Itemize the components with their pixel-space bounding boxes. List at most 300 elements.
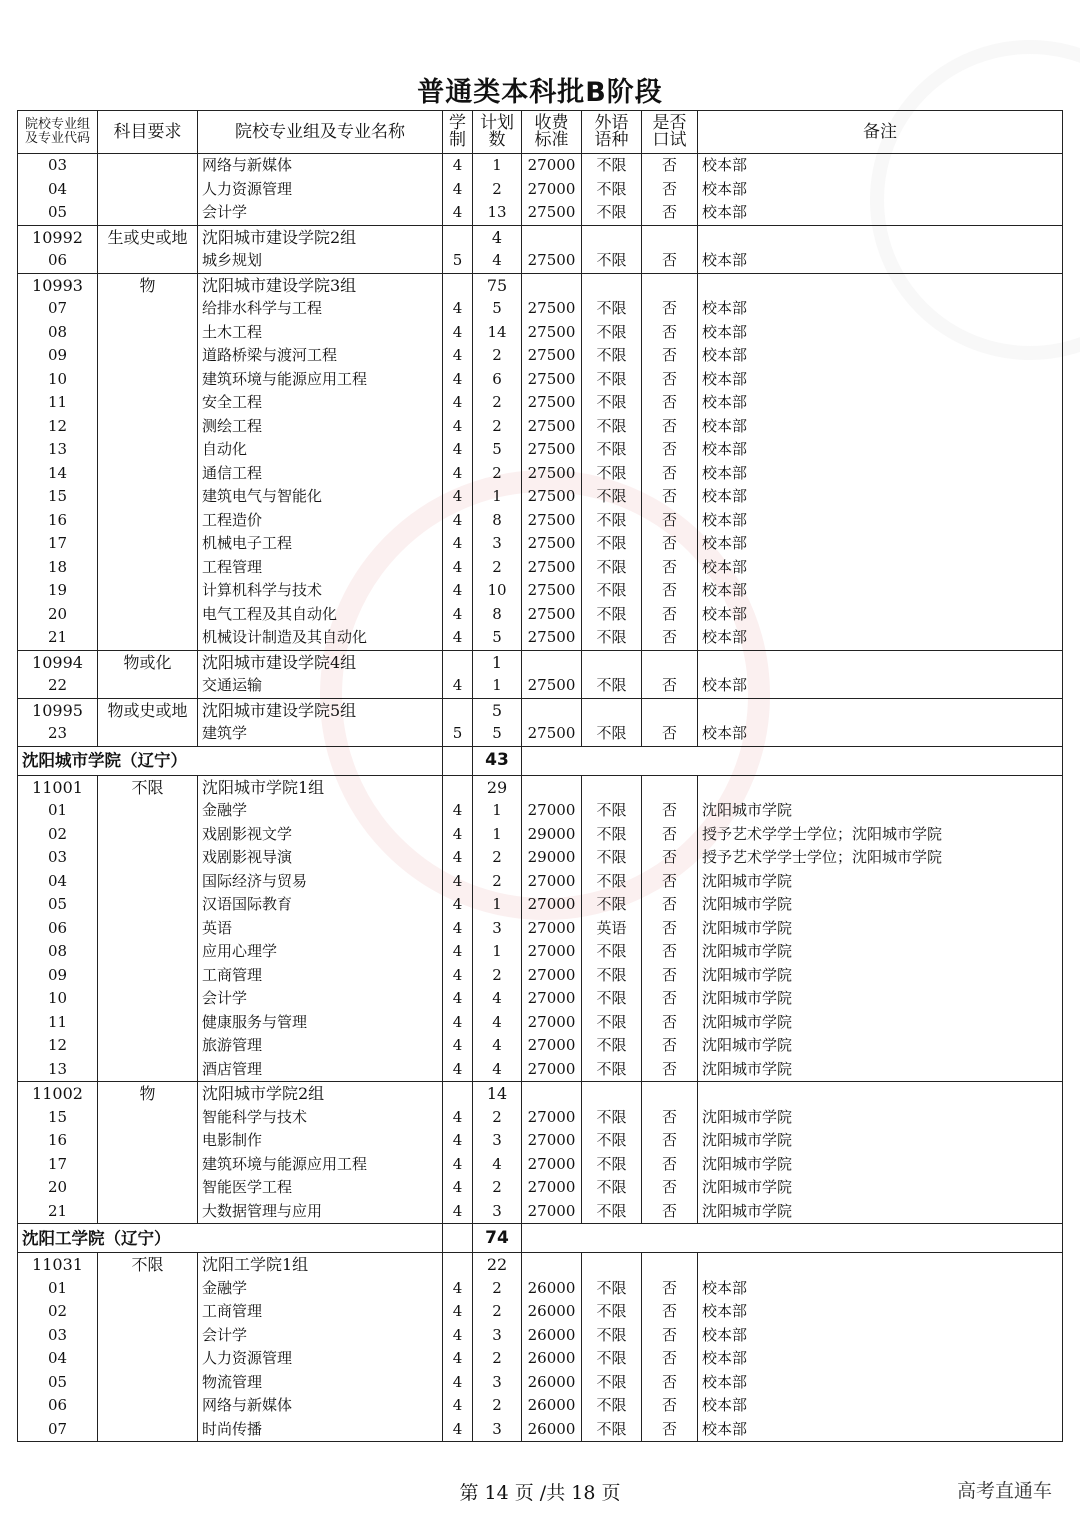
cell-fee: 27000: [522, 964, 582, 988]
cell-fee: 27000: [522, 1058, 582, 1082]
cell-code: 10: [18, 368, 98, 392]
cell-code: 13: [18, 438, 98, 462]
cell-plan-count: 1: [473, 674, 522, 698]
cell-duration: 4: [443, 1106, 473, 1130]
group-row: [18, 698, 1063, 722]
cell-fee: 27500: [522, 297, 582, 321]
cell-duration: 4: [443, 1324, 473, 1348]
cell-subject-req: [98, 297, 198, 321]
cell-oral-test: 否: [642, 1324, 698, 1348]
major-row: [18, 846, 1063, 870]
cell-duration: 4: [443, 297, 473, 321]
cell-code: 08: [18, 321, 98, 345]
cell-name: 建筑环境与能源应用工程: [198, 1153, 443, 1177]
header-code: 院校专业组 及专业代码: [18, 111, 98, 154]
cell-name: 健康服务与管理: [198, 1011, 443, 1035]
cell-name: 工程造价: [198, 509, 443, 533]
cell-code: 22: [18, 674, 98, 698]
cell-oral-test: 否: [642, 321, 698, 345]
cell-name: 沈阳城市建设学院5组: [198, 698, 443, 722]
major-row: [18, 415, 1063, 439]
cell-oral-test: 否: [642, 626, 698, 650]
cell-language: 不限: [582, 201, 642, 225]
cell-plan-count: 1: [473, 154, 522, 178]
cell-subject-req: [98, 438, 198, 462]
cell-oral-test: 否: [642, 201, 698, 225]
cell-name: 道路桥梁与渡河工程: [198, 344, 443, 368]
cell-subject-req: [98, 532, 198, 556]
cell-language: [582, 1082, 642, 1106]
cell-plan-count: 4: [473, 225, 522, 249]
cell-language: 不限: [582, 870, 642, 894]
cell-code: 01: [18, 1277, 98, 1301]
cell-fee: 27000: [522, 870, 582, 894]
cell-language: 不限: [582, 391, 642, 415]
cell-subject-req: [98, 1011, 198, 1035]
cell-subject-req: [98, 1300, 198, 1324]
cell-fee: [522, 775, 582, 799]
cell-code: 05: [18, 201, 98, 225]
cell-fee: 27000: [522, 1011, 582, 1035]
cell-oral-test: 否: [642, 485, 698, 509]
cell-fee: 27500: [522, 391, 582, 415]
cell-oral-test: 否: [642, 603, 698, 627]
cell-subject-req: [98, 368, 198, 392]
cell-subject-req: [98, 391, 198, 415]
institution-row: [18, 746, 1063, 775]
cell-code: 07: [18, 297, 98, 321]
cell-duration: [443, 746, 473, 775]
cell-language: 不限: [582, 154, 642, 178]
cell-remarks: 校本部: [698, 603, 1063, 627]
cell-remarks: 校本部: [698, 532, 1063, 556]
cell-plan-count: 2: [473, 1394, 522, 1418]
cell-subject-req: [98, 940, 198, 964]
cell-language: 不限: [582, 344, 642, 368]
cell-plan-count: 8: [473, 603, 522, 627]
cell-oral-test: 否: [642, 964, 698, 988]
cell-name: 国际经济与贸易: [198, 870, 443, 894]
cell-remarks: 沈阳城市学院: [698, 799, 1063, 823]
cell-name: 机械设计制造及其自动化: [198, 626, 443, 650]
cell-code: 12: [18, 1034, 98, 1058]
cell-oral-test: 否: [642, 556, 698, 580]
cell-subject-req: [98, 462, 198, 486]
cell-remarks: 校本部: [698, 1394, 1063, 1418]
major-row: [18, 201, 1063, 225]
cell-fee: 27500: [522, 722, 582, 746]
cell-oral-test: 否: [642, 579, 698, 603]
cell-name: 网络与新媒体: [198, 1394, 443, 1418]
cell-oral-test: 否: [642, 1418, 698, 1442]
cell-plan-count: 5: [473, 626, 522, 650]
cell-remarks: 沈阳城市学院: [698, 917, 1063, 941]
cell-language: 不限: [582, 509, 642, 533]
cell-remarks: 校本部: [698, 415, 1063, 439]
cell-plan-count: 29: [473, 775, 522, 799]
cell-language: 不限: [582, 893, 642, 917]
major-row: [18, 1106, 1063, 1130]
cell-oral-test: [642, 273, 698, 297]
cell-duration: 4: [443, 391, 473, 415]
cell-subject-req: 物: [98, 273, 198, 297]
major-row: [18, 438, 1063, 462]
cell-language: [582, 1253, 642, 1277]
cell-subject-req: 物: [98, 1082, 198, 1106]
cell-language: 不限: [582, 1277, 642, 1301]
cell-remarks: 沈阳城市学院: [698, 1153, 1063, 1177]
cell-duration: 4: [443, 1011, 473, 1035]
cell-subject-req: [98, 917, 198, 941]
cell-code: 21: [18, 626, 98, 650]
institution-plan-count: 74: [473, 1224, 522, 1253]
header-name: 院校专业组及专业名称: [198, 111, 443, 154]
cell-oral-test: 否: [642, 987, 698, 1011]
cell-oral-test: 否: [642, 509, 698, 533]
cell-fee: 27500: [522, 344, 582, 368]
major-row: [18, 1277, 1063, 1301]
cell-language: 不限: [582, 321, 642, 345]
cell-fee: [522, 650, 582, 674]
cell-oral-test: [642, 650, 698, 674]
institution-plan-count: 43: [473, 746, 522, 775]
header-duration: 学 制: [443, 111, 473, 154]
cell-code: 17: [18, 1153, 98, 1177]
cell-duration: 4: [443, 987, 473, 1011]
cell-oral-test: 否: [642, 344, 698, 368]
cell-duration: 4: [443, 799, 473, 823]
group-row: [18, 1082, 1063, 1106]
cell-duration: 4: [443, 462, 473, 486]
cell-remarks: 授予艺术学学士学位；沈阳城市学院: [698, 846, 1063, 870]
cell-language: 不限: [582, 249, 642, 273]
cell-duration: 4: [443, 870, 473, 894]
major-row: [18, 321, 1063, 345]
cell-oral-test: 否: [642, 799, 698, 823]
cell-name: 沈阳城市建设学院4组: [198, 650, 443, 674]
cell-plan-count: 4: [473, 1011, 522, 1035]
cell-language: 不限: [582, 823, 642, 847]
cell-language: [582, 650, 642, 674]
cell-language: [582, 273, 642, 297]
cell-duration: 4: [443, 368, 473, 392]
cell-name: 旅游管理: [198, 1034, 443, 1058]
cell-oral-test: 否: [642, 870, 698, 894]
cell-subject-req: [98, 1176, 198, 1200]
cell-name: 英语: [198, 917, 443, 941]
cell-remarks: 校本部: [698, 201, 1063, 225]
cell-empty: [522, 1224, 1063, 1253]
major-row: [18, 917, 1063, 941]
cell-oral-test: 否: [642, 1347, 698, 1371]
cell-subject-req: [98, 626, 198, 650]
cell-fee: 27000: [522, 940, 582, 964]
cell-remarks: 校本部: [698, 438, 1063, 462]
cell-remarks: [698, 650, 1063, 674]
cell-fee: 27000: [522, 987, 582, 1011]
cell-name: 沈阳城市学院1组: [198, 775, 443, 799]
major-row: [18, 509, 1063, 533]
cell-duration: 4: [443, 1200, 473, 1224]
cell-duration: 5: [443, 249, 473, 273]
cell-remarks: 校本部: [698, 626, 1063, 650]
cell-duration: 4: [443, 964, 473, 988]
cell-name: 交通运输: [198, 674, 443, 698]
cell-plan-count: 3: [473, 1200, 522, 1224]
cell-name: 会计学: [198, 201, 443, 225]
cell-subject-req: [98, 1034, 198, 1058]
cell-plan-count: 1: [473, 485, 522, 509]
cell-name: 自动化: [198, 438, 443, 462]
cell-language: 不限: [582, 579, 642, 603]
major-row: [18, 987, 1063, 1011]
cell-duration: 4: [443, 626, 473, 650]
cell-duration: [443, 225, 473, 249]
cell-code: 11: [18, 1011, 98, 1035]
cell-plan-count: 2: [473, 870, 522, 894]
cell-code: 04: [18, 870, 98, 894]
cell-fee: 27500: [522, 509, 582, 533]
cell-plan-count: 2: [473, 391, 522, 415]
cell-code: 08: [18, 940, 98, 964]
cell-plan-count: 8: [473, 509, 522, 533]
cell-language: 不限: [582, 1347, 642, 1371]
header-subject-req: 科目要求: [98, 111, 198, 154]
cell-code: 14: [18, 462, 98, 486]
cell-fee: 27500: [522, 462, 582, 486]
cell-oral-test: 否: [642, 823, 698, 847]
cell-remarks: 校本部: [698, 509, 1063, 533]
cell-remarks: 校本部: [698, 321, 1063, 345]
major-row: [18, 249, 1063, 273]
cell-name: 工商管理: [198, 1300, 443, 1324]
cell-language: 不限: [582, 626, 642, 650]
cell-plan-count: 4: [473, 1034, 522, 1058]
major-row: [18, 1153, 1063, 1177]
cell-remarks: 沈阳城市学院: [698, 1200, 1063, 1224]
cell-oral-test: 否: [642, 1371, 698, 1395]
cell-name: 会计学: [198, 987, 443, 1011]
cell-plan-count: 3: [473, 1418, 522, 1442]
major-row: [18, 674, 1063, 698]
cell-oral-test: 否: [642, 1300, 698, 1324]
cell-language: 不限: [582, 368, 642, 392]
cell-duration: 4: [443, 178, 473, 202]
cell-name: 工程管理: [198, 556, 443, 580]
header-plan-count: 计划 数: [473, 111, 522, 154]
cell-code: 05: [18, 893, 98, 917]
cell-duration: 4: [443, 823, 473, 847]
cell-fee: 29000: [522, 823, 582, 847]
cell-oral-test: 否: [642, 1176, 698, 1200]
cell-remarks: 校本部: [698, 1371, 1063, 1395]
cell-language: 不限: [582, 1394, 642, 1418]
cell-name: 金融学: [198, 799, 443, 823]
cell-remarks: 校本部: [698, 462, 1063, 486]
cell-plan-count: 2: [473, 556, 522, 580]
cell-name: 沈阳城市建设学院3组: [198, 273, 443, 297]
cell-subject-req: [98, 987, 198, 1011]
cell-remarks: [698, 273, 1063, 297]
cell-plan-count: 14: [473, 321, 522, 345]
cell-remarks: 校本部: [698, 368, 1063, 392]
cell-remarks: 校本部: [698, 485, 1063, 509]
cell-language: [582, 775, 642, 799]
cell-code: 04: [18, 1347, 98, 1371]
cell-oral-test: 否: [642, 1011, 698, 1035]
cell-plan-count: 2: [473, 415, 522, 439]
cell-oral-test: 否: [642, 1129, 698, 1153]
major-row: [18, 178, 1063, 202]
cell-oral-test: [642, 1253, 698, 1277]
cell-oral-test: [642, 225, 698, 249]
cell-name: 测绘工程: [198, 415, 443, 439]
cell-subject-req: [98, 1394, 198, 1418]
cell-duration: 4: [443, 201, 473, 225]
cell-subject-req: [98, 893, 198, 917]
cell-subject-req: [98, 178, 198, 202]
cell-duration: 4: [443, 1153, 473, 1177]
cell-subject-req: [98, 964, 198, 988]
major-row: [18, 964, 1063, 988]
cell-oral-test: 否: [642, 1058, 698, 1082]
group-row: [18, 775, 1063, 799]
cell-duration: 4: [443, 1034, 473, 1058]
cell-remarks: [698, 698, 1063, 722]
brand-label: 高考直通车: [956, 1480, 1052, 1502]
cell-plan-count: 4: [473, 987, 522, 1011]
cell-code: 06: [18, 917, 98, 941]
institution-name: 沈阳工学院（辽宁）: [18, 1224, 443, 1253]
cell-language: 不限: [582, 603, 642, 627]
cell-oral-test: 否: [642, 1153, 698, 1177]
cell-language: 英语: [582, 917, 642, 941]
cell-name: 酒店管理: [198, 1058, 443, 1082]
cell-fee: 26000: [522, 1300, 582, 1324]
cell-name: 智能医学工程: [198, 1176, 443, 1200]
cell-remarks: 校本部: [698, 1418, 1063, 1442]
cell-name: 戏剧影视文学: [198, 823, 443, 847]
cell-subject-req: [98, 509, 198, 533]
cell-remarks: [698, 225, 1063, 249]
cell-language: 不限: [582, 964, 642, 988]
cell-code: 11: [18, 391, 98, 415]
cell-fee: 27000: [522, 154, 582, 178]
cell-duration: [443, 1253, 473, 1277]
group-row: [18, 273, 1063, 297]
cell-subject-req: [98, 201, 198, 225]
major-row: [18, 1418, 1063, 1442]
cell-plan-count: 75: [473, 273, 522, 297]
cell-language: 不限: [582, 1058, 642, 1082]
cell-subject-req: [98, 556, 198, 580]
cell-remarks: 校本部: [698, 556, 1063, 580]
cell-remarks: 校本部: [698, 154, 1063, 178]
cell-plan-count: 2: [473, 964, 522, 988]
cell-fee: 27500: [522, 321, 582, 345]
cell-remarks: 校本部: [698, 1347, 1063, 1371]
cell-fee: [522, 225, 582, 249]
cell-fee: 27500: [522, 201, 582, 225]
cell-language: 不限: [582, 532, 642, 556]
cell-duration: 4: [443, 415, 473, 439]
cell-remarks: [698, 1253, 1063, 1277]
cell-code: 03: [18, 846, 98, 870]
cell-plan-count: 2: [473, 1300, 522, 1324]
cell-language: 不限: [582, 1153, 642, 1177]
cell-duration: 4: [443, 321, 473, 345]
cell-plan-count: 13: [473, 201, 522, 225]
cell-name: 给排水科学与工程: [198, 297, 443, 321]
cell-code: 17: [18, 532, 98, 556]
cell-code: 10992: [18, 225, 98, 249]
cell-duration: 4: [443, 1371, 473, 1395]
cell-subject-req: [98, 603, 198, 627]
cell-duration: 4: [443, 1347, 473, 1371]
cell-name: 城乡规划: [198, 249, 443, 273]
cell-plan-count: 2: [473, 344, 522, 368]
cell-remarks: 沈阳城市学院: [698, 1058, 1063, 1082]
cell-remarks: [698, 775, 1063, 799]
cell-fee: 27000: [522, 1153, 582, 1177]
cell-subject-req: [98, 1058, 198, 1082]
cell-subject-req: [98, 799, 198, 823]
cell-oral-test: 否: [642, 154, 698, 178]
cell-plan-count: 3: [473, 1371, 522, 1395]
cell-fee: 27000: [522, 178, 582, 202]
major-row: [18, 626, 1063, 650]
cell-fee: 27500: [522, 415, 582, 439]
cell-language: 不限: [582, 1106, 642, 1130]
cell-language: [582, 225, 642, 249]
cell-oral-test: 否: [642, 368, 698, 392]
cell-name: 电影制作: [198, 1129, 443, 1153]
cell-duration: [443, 698, 473, 722]
cell-plan-count: 2: [473, 1106, 522, 1130]
cell-duration: 4: [443, 1129, 473, 1153]
cell-oral-test: 否: [642, 1034, 698, 1058]
cell-plan-count: 1: [473, 799, 522, 823]
cell-duration: 4: [443, 485, 473, 509]
cell-plan-count: 4: [473, 249, 522, 273]
cell-duration: [443, 1224, 473, 1253]
cell-oral-test: 否: [642, 532, 698, 556]
major-row: [18, 1200, 1063, 1224]
cell-fee: 27000: [522, 1034, 582, 1058]
cell-oral-test: 否: [642, 415, 698, 439]
major-row: [18, 1300, 1063, 1324]
cell-oral-test: 否: [642, 722, 698, 746]
cell-oral-test: 否: [642, 462, 698, 486]
cell-subject-req: [98, 674, 198, 698]
cell-code: 10993: [18, 273, 98, 297]
cell-name: 建筑环境与能源应用工程: [198, 368, 443, 392]
cell-code: 19: [18, 579, 98, 603]
cell-subject-req: [98, 1277, 198, 1301]
cell-language: 不限: [582, 485, 642, 509]
cell-duration: 4: [443, 917, 473, 941]
cell-name: 汉语国际教育: [198, 893, 443, 917]
cell-remarks: 沈阳城市学院: [698, 940, 1063, 964]
cell-empty: [522, 746, 1063, 775]
cell-plan-count: 5: [473, 698, 522, 722]
cell-language: 不限: [582, 1371, 642, 1395]
cell-code: 03: [18, 154, 98, 178]
cell-language: 不限: [582, 415, 642, 439]
cell-oral-test: 否: [642, 438, 698, 462]
cell-plan-count: 2: [473, 1277, 522, 1301]
cell-duration: [443, 1082, 473, 1106]
